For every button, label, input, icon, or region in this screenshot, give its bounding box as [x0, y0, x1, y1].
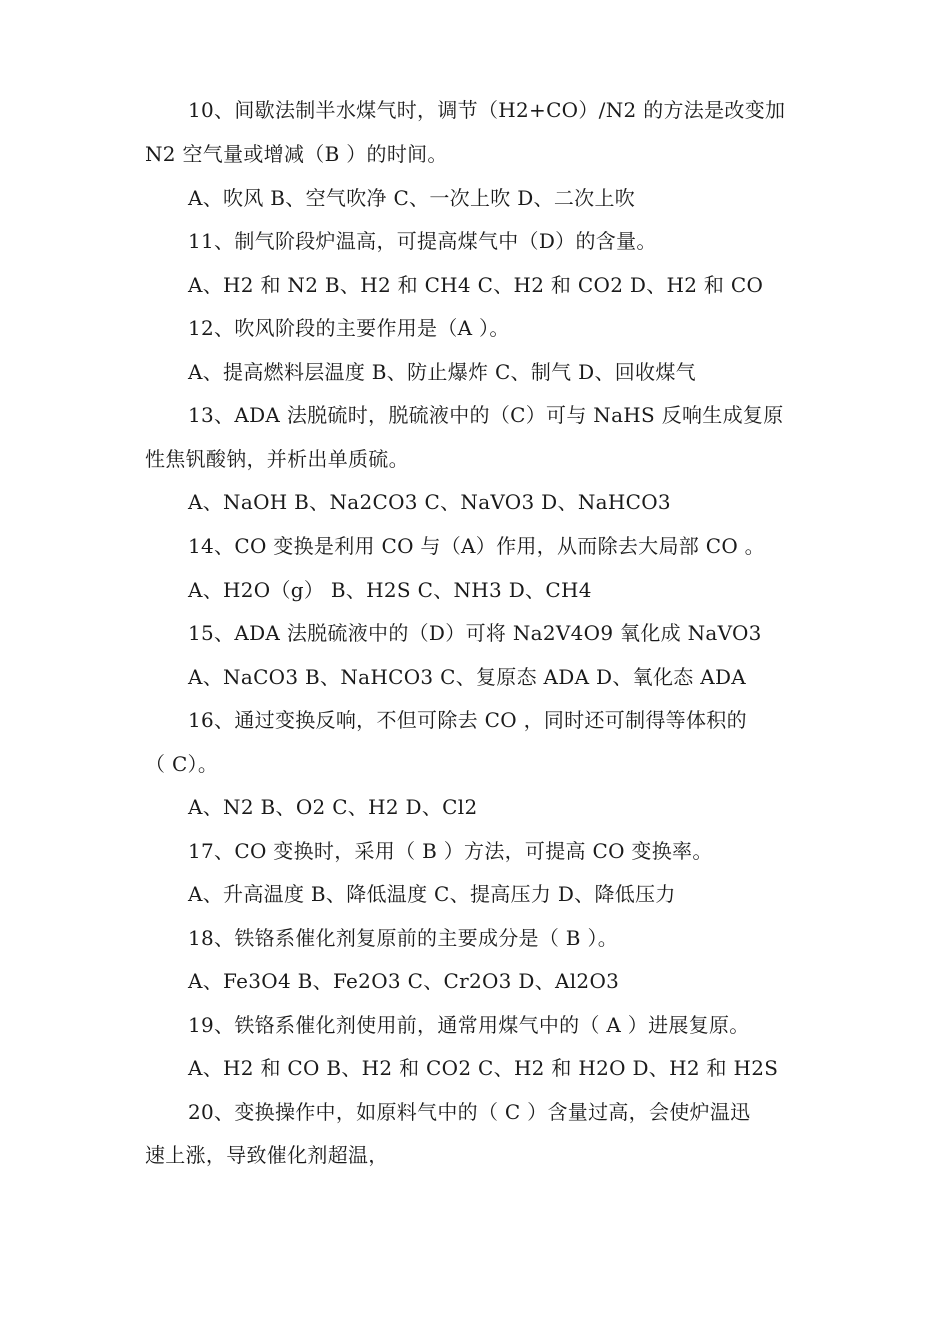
q15-options: A、NaCO3 B、NaHCO3 C、复原态 ADA D、氧化态 ADA: [188, 665, 747, 689]
q11-options: A、H2 和 N2 B、H2 和 CH4 C、H2 和 CO2 D、H2 和 CO: [188, 273, 764, 297]
q15-text: 15、ADA 法脱硫液中的（D）可将 Na2V4O9 氧化成 NaVO3: [188, 621, 762, 645]
q16-text-line2: （ C）。: [145, 752, 219, 776]
q19-text: 19、铁铬系催化剂使用前，通常用煤气中的（ A ）进展复原。: [188, 1013, 750, 1037]
q13-text-line2: 性焦钒酸钠，并析出单质硫。: [145, 447, 409, 471]
q13-text-line1: 13、ADA 法脱硫时，脱硫液中的（C）可与 NaHS 反响生成复原: [188, 403, 784, 427]
q10-text-line2: N2 空气量或增减（B ）的时间。: [145, 142, 448, 166]
q13-options: A、NaOH B、Na2CO3 C、NaVO3 D、NaHCO3: [188, 490, 671, 514]
q17-text: 17、CO 变换时，采用（ B ）方法，可提高 CO 变换率。: [188, 839, 713, 863]
q20-text-line2: 速上涨，导致催化剂超温，: [145, 1143, 389, 1167]
q19-options: A、H2 和 CO B、H2 和 CO2 C、H2 和 H2O D、H2 和 H2S: [188, 1056, 779, 1080]
q18-options: A、Fe3O4 B、Fe2O3 C、Cr2O3 D、Al2O3: [188, 969, 620, 993]
q16-text-line1: 16、通过变换反响，不但可除去 CO ，同时还可制得等体积的: [188, 708, 747, 732]
q10-text-line1: 10、间歇法制半水煤气时，调节（H2+CO）/N2 的方法是改变加: [188, 98, 786, 122]
q14-options: A、H2O（g） B、H2S C、NH3 D、CH4: [188, 578, 592, 602]
q12-options: A、提高燃料层温度 B、防止爆炸 C、制气 D、回收煤气: [188, 360, 696, 384]
q11-text: 11、制气阶段炉温高，可提高煤气中（D）的含量。: [188, 229, 657, 253]
q10-options: A、吹风 B、空气吹净 C、一次上吹 D、二次上吹: [188, 186, 636, 210]
q16-options: A、N2 B、O2 C、H2 D、Cl2: [188, 795, 478, 819]
q20-text-line1: 20、变换操作中，如原料气中的（ C ）含量过高，会使炉温迅: [188, 1100, 751, 1124]
q17-options: A、升高温度 B、降低温度 C、提高压力 D、降低压力: [188, 882, 676, 906]
q18-text: 18、铁铬系催化剂复原前的主要成分是（ B ）。: [188, 926, 619, 950]
q14-text: 14、CO 变换是利用 CO 与（A）作用，从而除去大局部 CO 。: [188, 534, 765, 558]
q12-text: 12、吹风阶段的主要作用是（A ）。: [188, 316, 510, 340]
